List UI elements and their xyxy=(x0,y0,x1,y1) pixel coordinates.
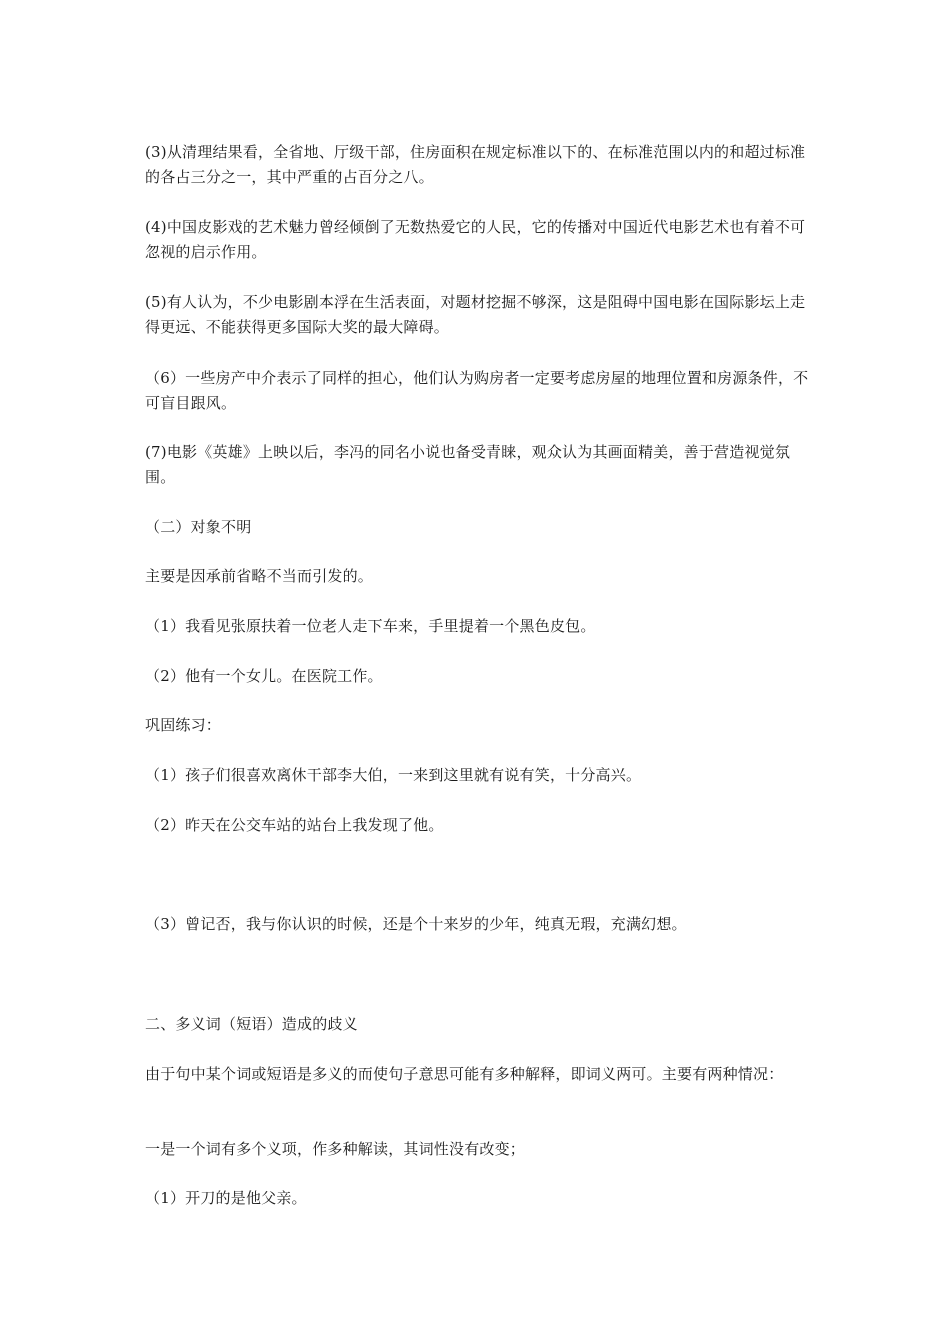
paragraph-explanation: 主要是因承前省略不当而引发的。 xyxy=(145,567,374,585)
section-heading-polysemy: 二、多义词（短语）造成的歧义 xyxy=(145,1015,358,1033)
paragraph-polysemy-explanation: 由于句中某个词或短语是多义的而使句子意思可能有多种解释，即词义两可。主要有两种情况： xyxy=(145,1065,784,1083)
practice-item-1: （1）孩子们很喜欢离休干部李大伯，一来到这里就有说有笑，十分高兴。 xyxy=(145,766,642,784)
paragraph-polysemy-example-1: （1）开刀的是他父亲。 xyxy=(145,1189,307,1207)
paragraph-example-4: (4)中国皮影戏的艺术魅力曾经倾倒了无数热爱它的人民，它的传播对中国近代电影艺术也有着不可忽视的启示作用。 xyxy=(145,218,806,261)
paragraph-example-7: (7)电影《英雄》上映以后，李冯的同名小说也备受青睐，观众认为其画面精美，善于营造视觉氛围。 xyxy=(145,443,791,486)
practice-heading: 巩固练习： xyxy=(145,716,222,734)
section-heading-unclear-object: （二）对象不明 xyxy=(145,518,252,536)
paragraph-object-example-2: （2）他有一个女儿。在医院工作。 xyxy=(145,667,383,685)
paragraph-example-3: (3)从清理结果看，全省地、厅级干部，住房面积在规定标准以下的、在标准范围以内的和超过标准的各占三分之一，其中严重的占百分之八。 xyxy=(145,143,806,186)
practice-item-3: （3）曾记否，我与你认识的时候，还是个十来岁的少年，纯真无瑕，充满幻想。 xyxy=(145,915,687,933)
paragraph-example-6: （6）一些房产中介表示了同样的担心，他们认为购房者一定要考虑房屋的地理位置和房源条件，不可盲目跟风。 xyxy=(145,369,809,412)
practice-item-2: （2）昨天在公交车站的站台上我发现了他。 xyxy=(145,816,444,834)
paragraph-case-one: 一是一个词有多个义项，作多种解读，其词性没有改变； xyxy=(145,1140,526,1158)
paragraph-example-5: (5)有人认为，不少电影剧本浮在生活表面，对题材挖掘不够深，这是阻碍中国电影在国际影坛上走得更远、不能获得更多国际大奖的最大障碍。 xyxy=(145,293,806,336)
paragraph-object-example-1: （1）我看见张原扶着一位老人走下车来，手里提着一个黑色皮包。 xyxy=(145,617,596,635)
